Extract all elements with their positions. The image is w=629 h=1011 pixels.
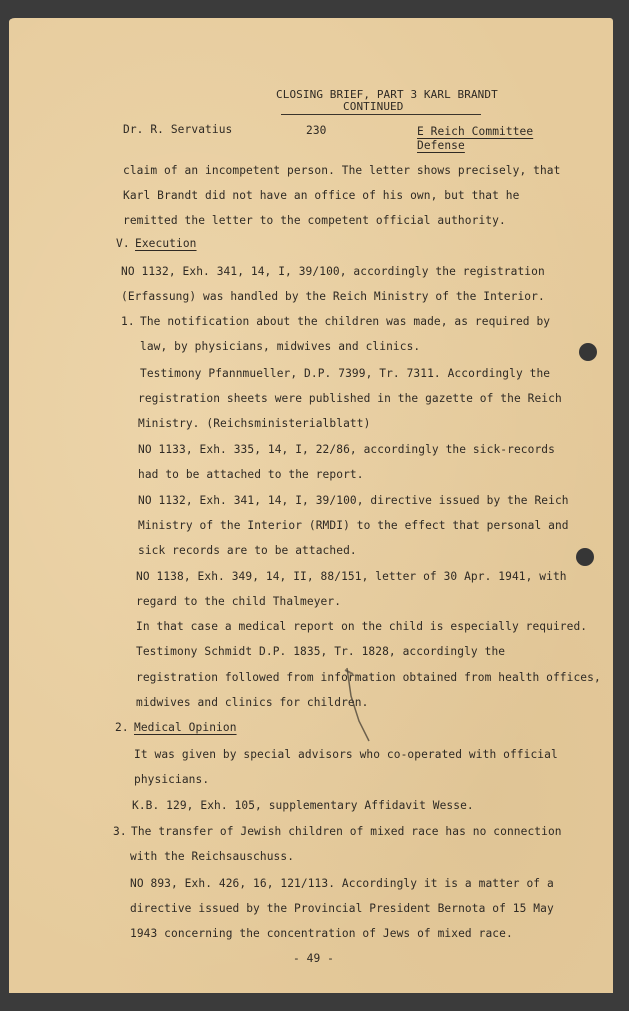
body-line: Testimony Pfannmueller, D.P. 7399, Tr. 7311. Accordingly the: [140, 367, 551, 380]
section-v-label: V.: [116, 237, 130, 250]
page-ref: 230: [306, 124, 327, 137]
item-number: 2.: [115, 721, 129, 734]
body-line: NO 1132, Exh. 341, 14, I, 39/100, accordingly the registration: [121, 265, 545, 278]
body-line: K.B. 129, Exh. 105, supplementary Affidavit Wesse.: [132, 799, 474, 812]
body-line: NO 893, Exh. 426, 16, 121/113. Accordingly it is a matter of a: [130, 877, 554, 890]
body-line: directive issued by the Provincial President Bernota of 15 May: [130, 902, 554, 915]
body-line: physicians.: [134, 773, 210, 786]
body-line: registration followed from information obtained from health offices,: [136, 671, 601, 684]
document-page: [9, 18, 613, 993]
body-line: Karl Brandt did not have an office of his own, but that he: [123, 189, 520, 202]
body-line: Testimony Schmidt D.P. 1835, Tr. 1828, accordingly the: [136, 645, 506, 658]
body-line: NO 1133, Exh. 335, 14, I, 22/86, accordingly the sick-records: [138, 443, 555, 456]
page-number: - 49 -: [293, 952, 335, 965]
author: Dr. R. Servatius: [123, 123, 233, 136]
body-line: It was given by special advisors who co-operated with official: [134, 748, 558, 761]
punch-hole: [579, 343, 597, 361]
body-line: sick records are to be attached.: [138, 544, 357, 557]
punch-hole: [576, 548, 594, 566]
header-rule: [281, 114, 481, 115]
document-subtitle: CONTINUED: [343, 100, 404, 113]
body-line: NO 1132, Exh. 341, 14, I, 39/100, directive issued by the Reich: [138, 494, 569, 507]
body-line: remitted the letter to the competent official authority.: [123, 214, 506, 227]
section-title: E Reich Committee: [417, 125, 534, 138]
body-line: law, by physicians, midwives and clinics.: [140, 340, 421, 353]
body-line: In that case a medical report on the child is especially required.: [136, 620, 588, 633]
body-line: midwives and clinics for children.: [136, 696, 369, 709]
body-line: Ministry of the Interior (RMDI) to the effect that personal and: [138, 519, 569, 532]
body-line: claim of an incompetent person. The letter shows precisely, that: [123, 164, 561, 177]
item-number: 3.: [113, 825, 127, 838]
item-number: 1.: [121, 315, 135, 328]
body-line: had to be attached to the report.: [138, 468, 364, 481]
section-v-heading: Execution: [135, 237, 197, 250]
body-line: with the Reichsauschuss.: [130, 850, 295, 863]
body-line: registration sheets were published in the gazette of the Reich: [138, 392, 562, 405]
body-line: The transfer of Jewish children of mixed race has no connection: [131, 825, 562, 838]
pen-mark: [339, 666, 379, 746]
body-line: 1943 concerning the concentration of Jews of mixed race.: [130, 927, 513, 940]
body-line: (Erfassung) was handled by the Reich Ministry of the Interior.: [121, 290, 545, 303]
body-line: Ministry. (Reichsministerialblatt): [138, 417, 371, 430]
item-heading: Medical Opinion: [134, 721, 237, 734]
document-title: CLOSING BRIEF, PART 3 KARL BRANDT: [276, 88, 498, 101]
body-line: NO 1138, Exh. 349, 14, II, 88/151, letter of 30 Apr. 1941, with: [136, 570, 567, 583]
section-subtitle: Defense: [417, 139, 465, 152]
body-line: regard to the child Thalmeyer.: [136, 595, 342, 608]
body-line: The notification about the children was made, as required by: [140, 315, 551, 328]
